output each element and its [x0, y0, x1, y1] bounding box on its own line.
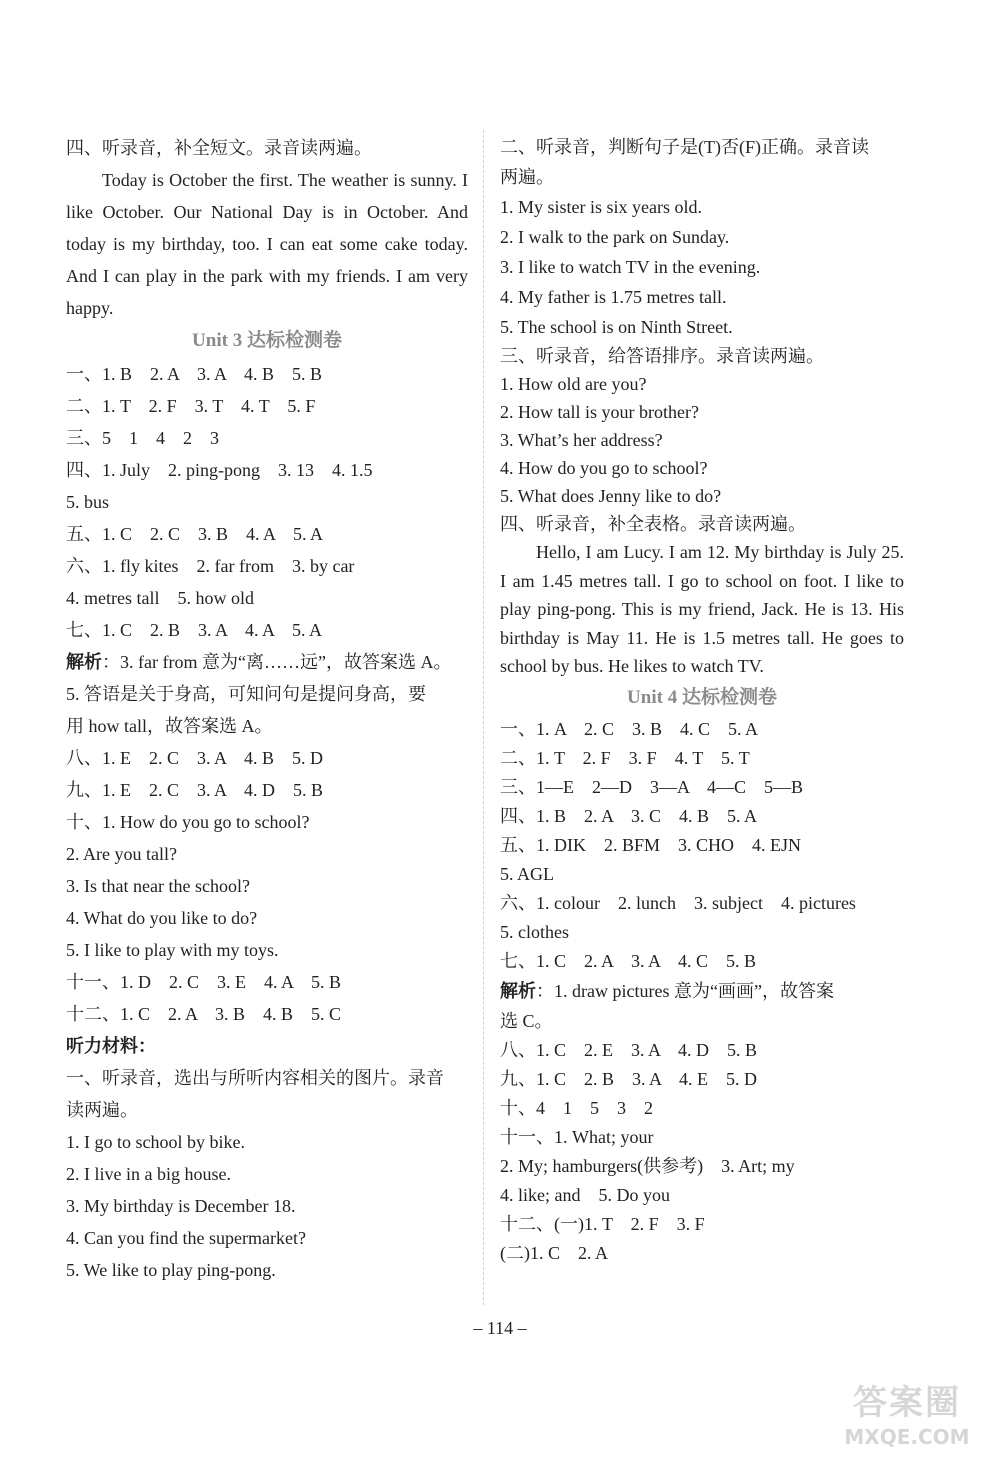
analysis-line: 5. 答语是关于身高，可知问句是提问身高，要	[66, 684, 426, 704]
right-column	[500, 132, 904, 1268]
analysis-line: 用 how tall，故答案选 A。	[66, 716, 273, 736]
answer-line: 十一、1. What; your	[500, 1126, 654, 1147]
section-heading: 二、听录音，判断句子是(T)否(F)正确。录音读	[500, 137, 869, 157]
answer-line: 八、1. E 2. C 3. A 4. B 5. D	[66, 748, 324, 768]
section-heading: 一、听录音，选出与所听内容相关的图片。录音	[66, 1068, 444, 1088]
answer-line: 七、1. C 2. A 3. A 4. C 5. B	[500, 950, 757, 971]
section-heading: 两遍。	[500, 167, 554, 187]
answer-line: 三、1—E 2—D 3—A 4—C 5—B	[500, 776, 804, 797]
listening-line: 2. I live in a big house.	[66, 1164, 231, 1184]
answer-line: 二、1. T 2. F 3. T 4. T 5. F	[66, 396, 316, 416]
analysis-line: 选 C。	[500, 1010, 553, 1031]
answer-line: 4. metres tall 5. how old	[66, 588, 254, 608]
answer-line: 二、1. T 2. F 3. F 4. T 5. T	[500, 747, 750, 768]
listening-line: 4. Can you find the supermarket?	[66, 1228, 306, 1248]
section-heading: 读两遍。	[66, 1100, 138, 1120]
section-heading: 四、听录音，补全短文。录音读两遍。	[66, 138, 372, 158]
answer-line: 2. Are you tall?	[66, 844, 177, 864]
answer-line: 5. bus	[66, 492, 110, 512]
answer-line: 3. Is that near the school?	[66, 876, 250, 896]
answer-line: 七、1. C 2. B 3. A 4. A 5. A	[66, 620, 323, 640]
answer-line: 五、1. C 2. C 3. B 4. A 5. A	[66, 524, 324, 544]
answer-line: 5. I like to play with my toys.	[66, 940, 279, 960]
answer-line: 十二、1. C 2. A 3. B 4. B 5. C	[66, 1004, 342, 1024]
passage-text: Hello, I am Lucy. I am 12. My birthday is July 25. I am 1.45 metres tall. I go to school on foot. I like to play ping-pong. This is my friend, Jack. He is 13. His birthday is May 11. He is 1.5 metres tall. He goes to school by bus. He likes to watch TV.	[500, 542, 904, 676]
listening-line: 5. We like to play ping-pong.	[66, 1260, 276, 1280]
watermark-logo	[832, 1381, 982, 1461]
listening-line: 1. I go to school by bike.	[66, 1132, 245, 1152]
listening-line: 4. How do you go to school?	[500, 458, 708, 478]
answer-line: 4. What do you like to do?	[66, 908, 258, 928]
answer-line: 十二、(一)1. T 2. F 3. F	[500, 1213, 705, 1234]
unit-title: Unit 3 达标检测卷	[192, 330, 342, 351]
answer-line: 十一、1. D 2. C 3. E 4. A 5. B	[66, 972, 342, 992]
answer-line: 一、1. B 2. A 3. A 4. B 5. B	[66, 364, 323, 384]
answer-line: 九、1. C 2. B 3. A 4. E 5. D	[500, 1068, 758, 1089]
answer-line: 四、1. B 2. A 3. C 4. B 5. A	[500, 805, 758, 826]
left-column	[66, 132, 468, 1286]
listening-line: 1. My sister is six years old.	[500, 197, 702, 217]
answer-line: 六、1. colour 2. lunch 3. subject 4. pictures	[500, 892, 856, 913]
listening-line: 4. My father is 1.75 metres tall.	[500, 287, 727, 307]
watermark-main: 答案圈	[853, 1383, 961, 1423]
listening-line: 3. What’s her address?	[500, 430, 663, 450]
answer-line: (二)1. C 2. A	[500, 1242, 608, 1263]
answer-line: 5. clothes	[500, 921, 569, 942]
analysis-text: ：3. far from 意为“离……远”，故答案选 A。	[102, 652, 452, 672]
page-number: – 114 –	[473, 1318, 527, 1338]
listening-line: 5. What does Jenny like to do?	[500, 486, 722, 506]
watermark-sub: MXQE.COM	[844, 1425, 970, 1449]
answer-line: 5. AGL	[500, 863, 554, 884]
unit-title: Unit 4 达标检测卷	[627, 686, 777, 708]
answer-line: 十、4 1 5 3 2	[500, 1097, 653, 1118]
listening-line: 3. My birthday is December 18.	[66, 1196, 296, 1216]
passage-text: Today is October the first. The weather is sunny. I like October. Our National Day is in October. And today is my birthday, too. I can eat some cake today. And I can play in the park with my friends. I am very happy.	[66, 170, 468, 318]
listening-line: 2. How tall is your brother?	[500, 402, 699, 422]
listening-label: 听力材料：	[66, 1036, 156, 1056]
answer-line: 一、1. A 2. C 3. B 4. C 5. A	[500, 718, 759, 739]
listening-line: 1. How old are you?	[500, 374, 647, 394]
listening-line: 5. The school is on Ninth Street.	[500, 317, 733, 337]
answer-line: 五、1. DIK 2. BFM 3. CHO 4. EJN	[500, 834, 802, 855]
answer-line: 十、1. How do you go to school?	[66, 812, 310, 832]
section-heading: 四、听录音，补全表格。录音读两遍。	[500, 514, 806, 534]
answer-line: 三、5 1 4 2 3	[66, 428, 219, 448]
answer-line: 六、1. fly kites 2. far from 3. by car	[66, 556, 355, 576]
column-divider	[483, 130, 484, 1305]
analysis-label: 解析	[500, 980, 536, 1001]
answer-line: 九、1. E 2. C 3. A 4. D 5. B	[66, 780, 324, 800]
listening-line: 2. I walk to the park on Sunday.	[500, 227, 730, 247]
listening-line: 3. I like to watch TV in the evening.	[500, 257, 761, 277]
section-heading: 三、听录音，给答语排序。录音读两遍。	[500, 346, 824, 366]
analysis-label: 解析	[66, 652, 102, 672]
answer-line: 四、1. July 2. ping-pong 3. 13 4. 1.5	[66, 460, 373, 480]
answer-line: 2. My; hamburgers(供参考) 3. Art; my	[500, 1155, 795, 1176]
analysis-text: ：1. draw pictures 意为“画画”，故答案	[536, 980, 834, 1001]
answer-line: 4. like; and 5. Do you	[500, 1184, 670, 1205]
analysis-line	[500, 976, 904, 1006]
answer-line: 八、1. C 2. E 3. A 4. D 5. B	[500, 1039, 758, 1060]
analysis-line	[66, 646, 468, 678]
